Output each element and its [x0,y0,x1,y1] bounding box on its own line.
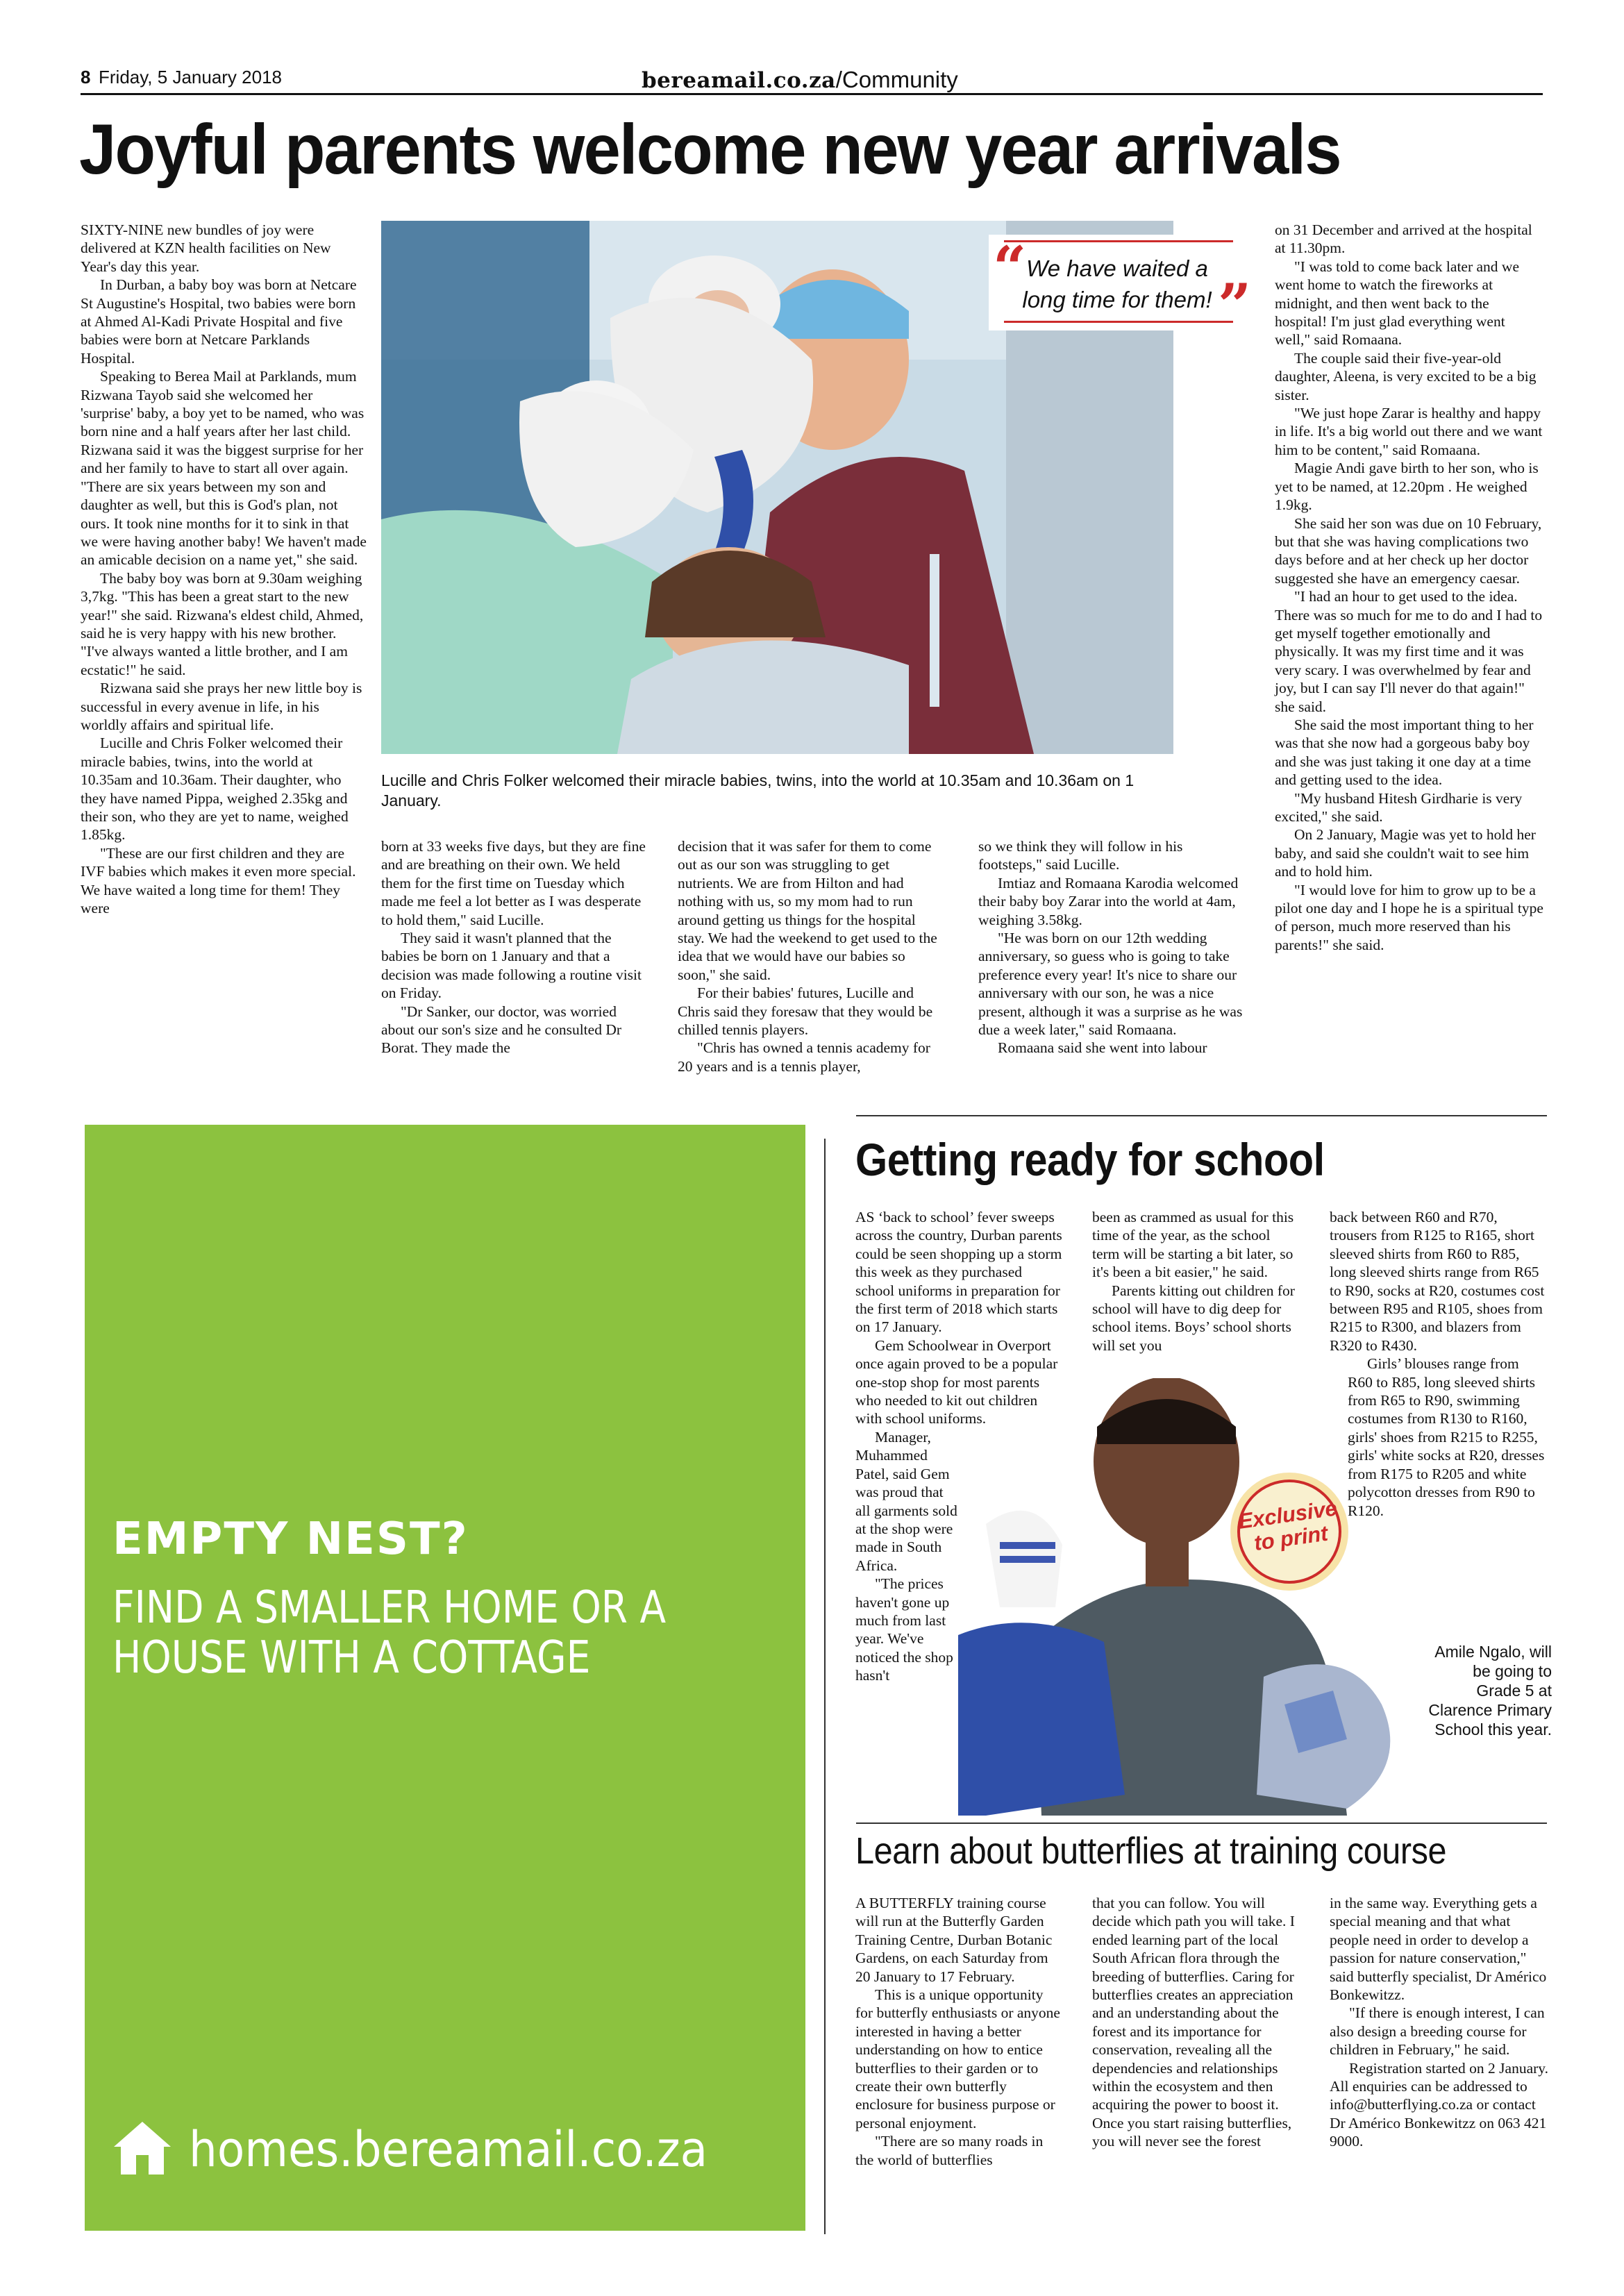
paragraph: in the same way. Everything gets a special meaning and that what people need in order to develop a passion for nature conservation," said butterfly specialist, Dr Américo Bonkewitzz. [1330,1895,1547,2004]
paragraph: The baby boy was born at 9.30am weighing 3,7kg. "This has been a great start to the new year!" she said. Rizwana's eldest child, Ahmed, said he is very happy with his new brother. "I've always wanted a little brother, and I am ecstatic!" he said. [81,569,364,678]
paragraph: born at 33 weeks five days, but they are fine and are breathing on their own. We held them for the first time on Tuesday which made me feel a lot better as I was desperate to hold them," said Lucille. [381,838,646,928]
paragraph: This is a unique opportunity for butterfly enthusiasts or anyone interested in having a better understanding on how to entice butterflies to their garden or to create their own butterfly enclosure for business purpose or personal enjoyment. [855,1986,1060,2131]
paragraph: "He was born on our 12th wedding anniversary, so guess who is going to take preference every year! It's nice to share our anniversary with our son, he was a nice present, although it was a surprise as he was due a week later," said Romaana. [978,930,1243,1039]
paragraph: Romaana said she went into labour [998,1039,1207,1057]
paragraph: Gem Schoolwear in Overport once again proved to be a popular one-stop shop for most parents who needed to kit out children with school uniforms. [855,1336,1058,1427]
main-story-column-1 [81,221,367,917]
paragraph: She said the most important thing to her was that she now had a gorgeous baby boy and she was just taking it one day at a time and getting used to the idea. [1275,716,1534,789]
exclusive-badge [1230,1473,1348,1591]
paragraph: "I had an hour to get used to the idea. There was so much for me to do and I had to get myself together emotionally and physically. It was my first time and it was very scary. I was overwhelmed by fear and joy, but I can say I'll never do that again!" she said. [1275,588,1543,715]
butterfly-story-column-1 [855,1894,1064,2169]
paragraph: On 2 January, Magie was yet to hold her baby, and said she couldn't wait to see him and to hold him. [1275,826,1536,880]
badge-text: Exclusive to print [1237,1495,1339,1556]
paragraph: Parents kitting out children for school will have to dig deep for school items. Boys’ school shorts will set you [1092,1282,1295,1354]
paragraph: "I was told to come back later and we went home to watch the fireworks at midnight, and then went back to the hospital! I'm just glad everything went well," said Romaana. [1275,258,1519,349]
paragraph: "These are our first children and they are IVF babies which makes it even more special. We have waited a long time for them! They were [81,844,356,917]
house-icon [111,2119,174,2177]
paragraph: Registration started on 2 January. All enquiries can be addressed to info@butterflying.co.za or contact Dr Américo Bonkewitzz on 063 421 9000. [1330,2059,1548,2150]
section-rule [856,1115,1547,1116]
paragraph: "My husband Hitesh Girdharie is very excited," she said. [1275,789,1523,825]
pull-quote [989,233,1252,340]
site-name: bereamail.co.za [642,68,836,93]
main-story-column-2 [381,837,648,1057]
paragraph: "We just hope Zarar is healthy and happy in life. It's a big world out there and we want him to be content," said Romaana. [1275,405,1543,458]
column-rule [824,1139,826,2234]
masthead[interactable] [642,67,958,93]
paragraph: been as crammed as usual for this time of the year, as the school term will be starting a bit later, so it's been a bit easier," he said. [1092,1209,1294,1281]
property-advert[interactable] [85,1125,805,2231]
paragraph: In Durban, a baby boy was born at Netcare St Augustine's Hospital, two babies were born at Ahmed Al-Kadi Private Hospital and five babies were born at Netcare Parklands Hospital. [81,276,357,367]
header-rule [81,93,1543,95]
quote-rule-bottom [1004,321,1233,323]
paragraph: SIXTY-NINE new bundles of joy were delivered at KZN health facilities on New Year's day this year. [81,221,331,275]
butterfly-headline: Learn about butterflies at training course [855,1830,1447,1872]
section-name: /Community [835,67,958,92]
pull-quote-text: We have waited a long time for them! [1022,255,1212,312]
paragraph: They said it wasn't planned that the babies be born on 1 January and that a decision was made following a routine visit on Friday. [381,930,642,1002]
school-photo-caption: Amile Ngalo, will be going to Grade 5 at Clarence Primary School this year. [1428,1643,1552,1738]
main-headline: Joyful parents welcome new year arrivals [79,110,1341,189]
section-rule [856,1822,1547,1824]
butterfly-story-column-3 [1330,1894,1548,2151]
paragraph: For their babies' futures, Lucille and Chris said they foresaw that they would be chilled tennis players. [678,984,933,1039]
paragraph: "There are so many roads in the world of butterflies [855,2133,1044,2168]
school-story-column-2 [1092,1208,1300,1355]
page-number: 8 [81,67,91,87]
paragraph: She said her son was due on 10 February, but that she was having complications two days before and at her check up her doctor suggested she have an emergency caesar. [1275,514,1542,587]
paragraph: Manager, Muhammed Patel, said Gem was proud that all garments sold at the shop were made in South Africa. [855,1428,957,1574]
paragraph: Lucille and Chris Folker welcomed their miracle babies, twins, into the world at 10.35am and 10.36am. Their daughter, who they have named Pippa, weighed 2.35kg and their son, who they are yet to name, weighed 1.85kg. [81,735,349,844]
paragraph: AS ‘back to school’ fever sweeps across the country, Durban parents could be seen shopping up a storm this week as they purchased school uniforms in preparation for the first term of 2018 which starts on 17 January. [855,1209,1062,1336]
paragraph: The couple said their five-year-old daughter, Aleena, is very excited to be a big sister. [1275,349,1537,403]
paragraph: "I would love for him to grow up to be a pilot one day and I hope he is a spiritual type of person, much more reserved than his parents!" she said. [1275,881,1543,953]
paragraph: Rizwana said she prays her new little boy is successful in every avenue in life, in his worldly affairs and spiritual life. [81,680,362,733]
paragraph: Imtiaz and Romaana Karodia welcomed their baby boy Zarar into the world at 4am, weighing 3.58kg. [978,874,1239,928]
paragraph: Magie Andi gave birth to her son, who is yet to be named, at 12.20pm . He weighed 1.9kg. [1275,460,1539,514]
paragraph: "Chris has owned a tennis academy for 20 years and is a tennis player, [678,1039,930,1075]
paragraph: Speaking to Berea Mail at Parklands, mum Rizwana Tayob said she welcomed her 'surprise' baby, a boy yet to be named, who was born nine and a half years after her last child. Rizwana said it was the biggest surprise for her and her family to have to start all over again. "There are six years between my son and daughter as well, but this is God's plan, not ours. It took nine months for it to sink in that we were having another baby! We haven't made an amicable decision on a name yet," she said. [81,368,367,569]
advert-url-link[interactable]: homes.bereamail.co.za [189,2121,708,2178]
paragraph: on 31 December and arrived at the hospital at 11.30pm. [1275,221,1532,257]
paragraph: Girls’ blouses range from R60 to R85, long sleeved shirts from R65 to R90, swimming costumes from R130 to R160, girls' shoes from R215 to R255, girls' white socks at R20, dresses from R175 to R205 and white polycotton dresses from R90 to R120. [1348,1355,1545,1519]
paragraph: so we think they will follow in his footsteps," said Lucille. [978,838,1183,873]
issue-date: Friday, 5 January 2018 [99,67,282,87]
school-story-column-3 [1330,1208,1548,1520]
main-story-column-4 [978,837,1248,1057]
advert-headline: EMPTY NEST? [112,1514,469,1565]
school-headline: Getting ready for school [855,1134,1325,1185]
school-story-column-1 [855,1208,1064,1685]
main-photo-caption: Lucille and Chris Folker welcomed their miracle babies, twins, into the world at 10.35am and 10.36am on 1 January. [381,771,1135,810]
paragraph: A BUTTERFLY training course will run at the Butterfly Garden Training Centre, Durban Botanic Gardens, on each Saturday from 20 January to 17 February. [855,1895,1053,1985]
main-story-column-5 [1275,221,1544,954]
paragraph: decision that it was safer for them to come out as our son was struggling to get nutrients. We are from Hilton and had nothing with us, so my mom had to run around getting us things for the hospital stay. We had the weekend to get used to the idea that we would have our babies so soon," she said. [678,838,937,983]
open-quote-icon: “ [993,233,1027,302]
butterfly-story-column-2 [1092,1894,1300,2151]
paragraph: back between R60 and R70, trousers from R125 to R165, short sleeved shirts from R60 to R85, long sleeved shirts range from R65 to R90, socks at R20, costumes cost between R95 and R105, shoes from R215 to R300, and blazers from R320 to R430. [1330,1209,1545,1354]
paragraph: "If there is enough interest, I can also design a breeding course for children in February," he said. [1330,2004,1545,2059]
paragraph: that you can follow. You will decide which path you will take. I ended learning part of the local South African flora through the breeding of butterflies. Caring for butterflies creates an appreciation and an understanding about the forest and its importance for conservation, revealing all the dependencies and relationships within the ecosystem and then acquiring the power to boost it. Once you start raising butterflies, you will never see the forest [1092,1895,1295,2150]
main-story-column-3 [678,837,945,1075]
paragraph: "Dr Sanker, our doctor, was worried about our son's size and he consulted Dr Borat. They made the [381,1003,622,1057]
advert-subline: FIND A SMALLER HOME OR A HOUSE WITH A COTTAGE [112,1582,667,1684]
paragraph: "The prices haven't gone up much from last year. We've noticed the shop hasn't [855,1575,953,1684]
quote-rule-top [1004,240,1233,242]
close-quote-icon: ” [1218,271,1252,340]
